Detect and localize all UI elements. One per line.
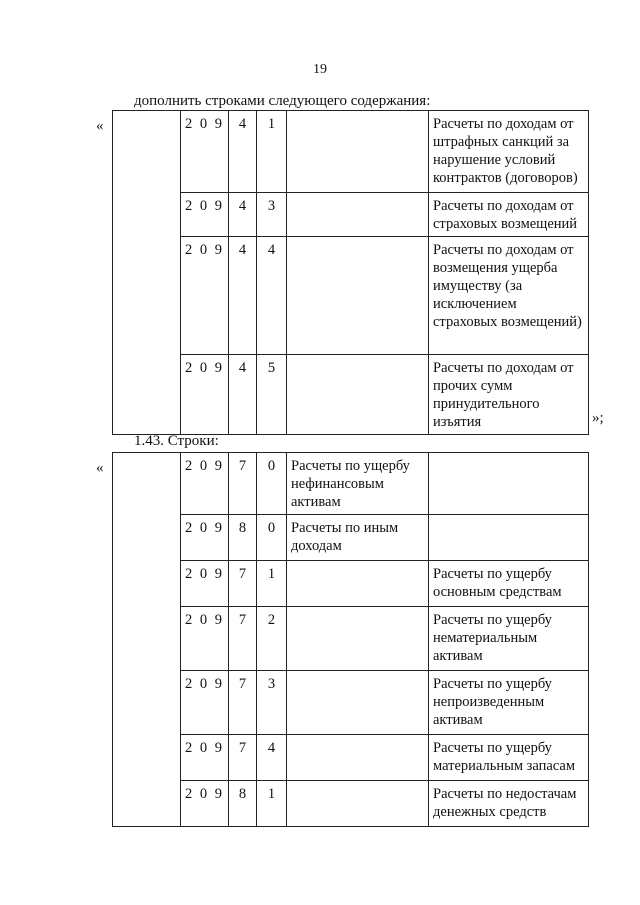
code-part-1: 4 — [229, 111, 257, 193]
code-part-1: 8 — [229, 515, 257, 561]
code-part-2: 3 — [257, 193, 287, 237]
account-name-sub: Расчеты по доходам от страховых возмещений — [429, 193, 589, 237]
account-code: 2 0 9 — [181, 515, 229, 561]
table-row — [113, 735, 589, 781]
table-row — [113, 671, 589, 735]
code-part-1: 8 — [229, 781, 257, 827]
account-name-main: Расчеты по иным доходам — [287, 515, 429, 561]
account-code: 2 0 9 — [181, 111, 229, 193]
account-name-main: Расчеты по ущербу нефинансовым активам — [287, 453, 429, 515]
code-part-1: 7 — [229, 607, 257, 671]
account-name-main — [287, 781, 429, 827]
table-row — [113, 561, 589, 607]
table-row — [113, 193, 589, 237]
code-part-1: 4 — [229, 355, 257, 435]
code-part-2: 0 — [257, 453, 287, 515]
account-name-main — [287, 193, 429, 237]
account-name-main — [287, 237, 429, 355]
account-code: 2 0 9 — [181, 193, 229, 237]
table-row — [113, 453, 589, 515]
page-number: 19 — [313, 62, 327, 77]
account-name-sub: Расчеты по доходам от возмещения ущерба имуществу (за исключением страховых возмещений) — [429, 237, 589, 355]
account-code: 2 0 9 — [181, 735, 229, 781]
table-row — [113, 355, 589, 435]
code-part-2: 4 — [257, 237, 287, 355]
account-name-main — [287, 561, 429, 607]
account-code: 2 0 9 — [181, 781, 229, 827]
open-quote-2: « — [96, 460, 104, 476]
code-part-2: 4 — [257, 735, 287, 781]
code-part-1: 7 — [229, 561, 257, 607]
code-part-2: 1 — [257, 561, 287, 607]
account-code: 2 0 9 — [181, 237, 229, 355]
accounts-table-1 — [112, 110, 589, 435]
table-row — [113, 781, 589, 827]
blank-cell — [113, 111, 181, 435]
blank-cell — [113, 453, 181, 827]
account-code: 2 0 9 — [181, 671, 229, 735]
table-row — [113, 515, 589, 561]
code-part-2: 0 — [257, 515, 287, 561]
account-name-sub: Расчеты по доходам от штрафных санкций за нарушение условий контрактов (договоров) — [429, 111, 589, 193]
account-name-sub: Расчеты по ущербу материальным запасам — [429, 735, 589, 781]
account-name-main — [287, 111, 429, 193]
account-name-sub — [429, 515, 589, 561]
code-part-1: 4 — [229, 193, 257, 237]
account-name-sub — [429, 453, 589, 515]
account-name-sub: Расчеты по ущербу основным средствам — [429, 561, 589, 607]
account-name-main — [287, 671, 429, 735]
table-row — [113, 237, 589, 355]
account-name-sub: Расчеты по недостачам денежных средств — [429, 781, 589, 827]
open-quote-1: « — [96, 118, 104, 134]
account-code: 2 0 9 — [181, 561, 229, 607]
code-part-1: 4 — [229, 237, 257, 355]
close-quote: »; — [592, 410, 604, 426]
account-code: 2 0 9 — [181, 355, 229, 435]
code-part-2: 1 — [257, 781, 287, 827]
table-row — [113, 607, 589, 671]
section-heading: 1.43. Строки: — [134, 433, 219, 449]
code-part-2: 3 — [257, 671, 287, 735]
code-part-2: 2 — [257, 607, 287, 671]
code-part-2: 1 — [257, 111, 287, 193]
intro-text: дополнить строками следующего содержания: — [134, 93, 431, 109]
code-part-1: 7 — [229, 671, 257, 735]
account-name-sub: Расчеты по ущербу нематериальным активам — [429, 607, 589, 671]
code-part-1: 7 — [229, 453, 257, 515]
code-part-2: 5 — [257, 355, 287, 435]
account-name-main — [287, 607, 429, 671]
account-code: 2 0 9 — [181, 607, 229, 671]
code-part-1: 7 — [229, 735, 257, 781]
account-name-main — [287, 355, 429, 435]
account-name-sub: Расчеты по ущербу непроизведенным активам — [429, 671, 589, 735]
table-row — [113, 111, 589, 193]
account-name-sub: Расчеты по доходам от прочих сумм принудительного изъятия — [429, 355, 589, 435]
account-name-main — [287, 735, 429, 781]
accounts-table-2 — [112, 452, 589, 827]
account-code: 2 0 9 — [181, 453, 229, 515]
